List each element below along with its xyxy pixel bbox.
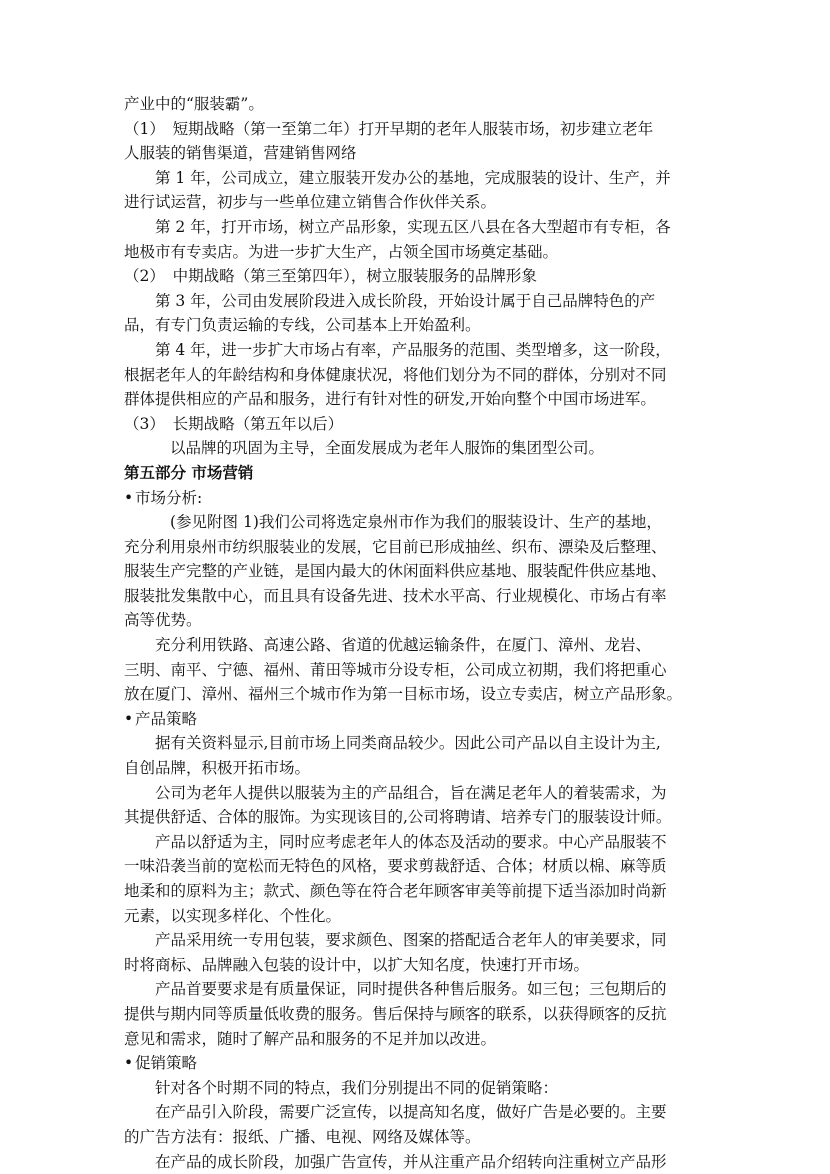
- part-five-heading: 第五部分 市场营销: [124, 463, 254, 482]
- paragraph-line: 自创品牌，积极开拓市场。: [124, 759, 311, 778]
- bullet-market-analysis: [124, 486, 710, 511]
- section-title-short-term-cont: 人服装的销售渠道，营建销售网络: [124, 144, 357, 163]
- paragraph-line: 针对各个时期不同的特点，我们分别提出不同的促销策略：: [155, 1078, 559, 1097]
- paragraph-line: 产品采用统一专用包装，要求颜色、图案的搭配适合老年人的审美要求，同: [155, 931, 667, 950]
- bullet-promotion-strategy: [124, 1051, 710, 1076]
- paragraph-line: 高等优势。: [124, 611, 202, 630]
- bullet-label: 产品策略: [135, 709, 198, 728]
- paragraph-line: 产业中的“服装霸”。: [124, 95, 264, 113]
- bullet-icon: •: [124, 709, 134, 728]
- section-title-mid-term: （2） 中期战略（第三至第四年），树立服装服务的品牌形象: [124, 267, 537, 286]
- section-title-long-term: （3） 长期战略（第五年以后）: [124, 414, 344, 433]
- paragraph-line: 服装生产完整的产业链，是国内最大的休闲面料供应基地、服装配件供应基地、: [124, 562, 667, 581]
- paragraph-line: 产品以舒适为主，同时应考虑老年人的体态及活动的要求。中心产品服装不: [155, 832, 667, 851]
- document-body: [124, 92, 710, 1174]
- paragraph-line: 在产品引入阶段，需要广泛宣传，以提高知名度，做好广告是必要的。主要: [155, 1103, 667, 1122]
- paragraph-line: 在产品的成长阶段，加强广告宣传，并从注重产品介绍转向注重树立产品形: [155, 1152, 667, 1171]
- paragraph-line: 三明、南平、宁德、福州、莆田等城市分设专柜，公司成立初期，我们将把重心: [124, 660, 667, 679]
- bullet-icon: •: [124, 1054, 134, 1073]
- paragraph-line: 第 1 年，公司成立，建立服装开发办公的基地，完成服装的设计、生产，并: [155, 168, 671, 187]
- bullet-label: 市场分析:: [135, 488, 203, 507]
- bullet-label: 促销策略: [135, 1054, 198, 1073]
- paragraph-line: 第 2 年，打开市场，树立产品形象，实现五区八县在各大型超市有专柜，各: [155, 217, 671, 236]
- paragraph-line: 产品首要要求是有质量保证，同时提供各种售后服务。如三包；三包期后的: [155, 980, 667, 999]
- paragraph-line: 其提供舒适、合体的服饰。为实现该目的,公司将聘请、培养专门的服装设计师。: [124, 808, 672, 827]
- paragraph-line: 根据老年人的年龄结构和身体健康状况，将他们划分为不同的群体，分别对不同: [124, 365, 667, 384]
- paragraph-line: 提供与期内同等质量低收费的服务。售后保持与顾客的联系，以获得顾客的反抗: [124, 1004, 667, 1023]
- paragraph-line: 放在厦门、漳州、福州三个城市作为第一目标市场，设立专卖店，树立产品形象。: [124, 685, 683, 704]
- bullet-icon: •: [124, 488, 134, 507]
- paragraph-line: 服装批发集散中心，而且具有设备先进、技术水平高、行业规模化、市场占有率: [124, 586, 667, 605]
- section-title-short-term: （1） 短期战略（第一至第二年）打开早期的老年人服装市场，初步建立老年: [124, 119, 654, 138]
- paragraph-line: 地柔和的原料为主；款式、颜色等在符合老年顾客审美等前提下适当添加时尚新: [124, 882, 667, 900]
- paragraph-line: 地极市有专卖店。为进一步扩大生产，占领全国市场奠定基础。: [124, 242, 559, 261]
- paragraph-line: 时将商标、品牌融入包装的设计中，以扩大知名度，快速打开市场。: [124, 955, 590, 974]
- bullet-product-strategy: [124, 707, 710, 732]
- paragraph-line: 第 3 年，公司由发展阶段进入成长阶段，开始设计属于自己品牌特色的产: [155, 291, 656, 310]
- paragraph-line: 第 4 年，进一步扩大市场占有率，产品服务的范围、类型增多，这一阶段，: [155, 340, 671, 359]
- paragraph-line: 品，有专门负责运输的专线，公司基本上开始盈利。: [124, 316, 481, 335]
- paragraph-line: 充分利用铁路、高速公路、省道的优越运输条件，在厦门、漳州、龙岩、: [155, 636, 652, 655]
- paragraph-line: 公司为老年人提供以服装为主的产品组合，旨在满足老年人的着装需求，为: [155, 783, 667, 802]
- paragraph-line: 一味沿袭当前的宽松而无特色的风格，要求剪裁舒适、合体；材质以棉、麻等质: [124, 857, 667, 876]
- paragraph-line: 据有关资料显示,目前市场上同类商品较少。因此公司产品以自主设计为主,: [155, 734, 661, 753]
- paragraph-line: (参见附图 1)我们公司将选定泉州市作为我们的服装设计、生产的基地，: [170, 513, 662, 532]
- paragraph-line: 以品牌的巩固为主导，全面发展成为老年人服饰的集团型公司。: [170, 439, 605, 458]
- paragraph-line: 群体提供相应的产品和服务，进行有针对性的研发,开始向整个中国市场进军。: [124, 390, 656, 409]
- paragraph-line: 的广告方法有：报纸、广播、电视、网络及媒体等。: [124, 1127, 481, 1146]
- paragraph-line: 充分利用泉州市纺织服装业的发展，它目前已形成抽丝、织布、漂染及后整理、: [124, 537, 667, 556]
- paragraph-line: 意见和需求，随时了解产品和服务的不足并加以改进。: [124, 1029, 497, 1048]
- paragraph-line: 元素，以实现多样化、个性化。: [124, 906, 342, 925]
- paragraph-line: 进行试运营，初步与一些单位建立销售合作伙伴关系。: [124, 193, 497, 212]
